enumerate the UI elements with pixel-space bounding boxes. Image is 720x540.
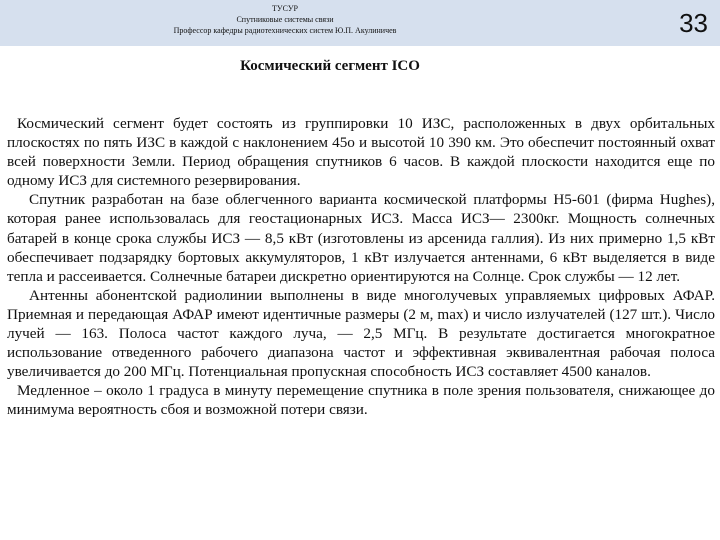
slide-title: Космический сегмент ICO [240, 58, 420, 74]
paragraph-satellite: Спутник разработан на базе облегченного варианта космической платформы Н5-601 (фирма Hughes), которая ранее использовалась для геостационарных ИСЗ. Масса ИСЗ— 2300кг. Мощность солнечных батарей в конце срока службы ИСЗ — 8,5 кВт (изготовлены из арсенида галлия). Из них примерно 1,5 кВт обеспечивает подзарядку бортовых аккумуляторов, 1 кВт излучается антеннами, 6 кВт выделяется в виде тепла и рассеивается. Солнечные батареи дискретно ориентируются на Солнце. Срок службы — 12 лет. [7, 191, 715, 285]
body-text [7, 114, 715, 420]
page-number: 33 [679, 8, 708, 38]
header-author: Профессор кафедры радиотехнических систем Ю.П. Акулиничев [173, 26, 397, 35]
header-text-block [120, 3, 450, 36]
paragraph-antennas: Антенны абонентской радиолинии выполнены в виде многолучевых управляемых цифровых АФАР. Приемная и передающая АФАР имеют идентичные размеры (2 м, max) и число излучателей (127 шт.). Число лучей — 163. Полоса частот каждого луча, — 2,5 МГц. В результате достигается многократное использование отведенного рабочего диапазона частот и эффективная эквивалентная рабочая полоса увеличивается до 200 МГц. Потенциальная пропускная способность ИСЗ составляет 4500 каналов. [7, 286, 715, 381]
paragraph-movement: Медленное – около 1 градуса в минуту перемещение спутника в поле зрения пользователя, снижающее до минимума вероятность сбоя и возможной потери связи. [7, 382, 715, 419]
header-university: ТУСУР [272, 4, 298, 13]
slide-header [0, 0, 720, 46]
header-course: Спутниковые системы связи [236, 15, 334, 24]
paragraph-orbit: Космический сегмент будет состоять из группировки 10 ИЗС, расположенных в двух орбитальных плоскостях по пять ИЗС в каждой с наклонением 45о и высотой 10 390 км. Это обеспечит постоянный охват всей поверхности Земли. Период обращения спутников 6 часов. В каждой плоскости находится еще по одному ИСЗ для системного резервирования. [7, 115, 715, 190]
